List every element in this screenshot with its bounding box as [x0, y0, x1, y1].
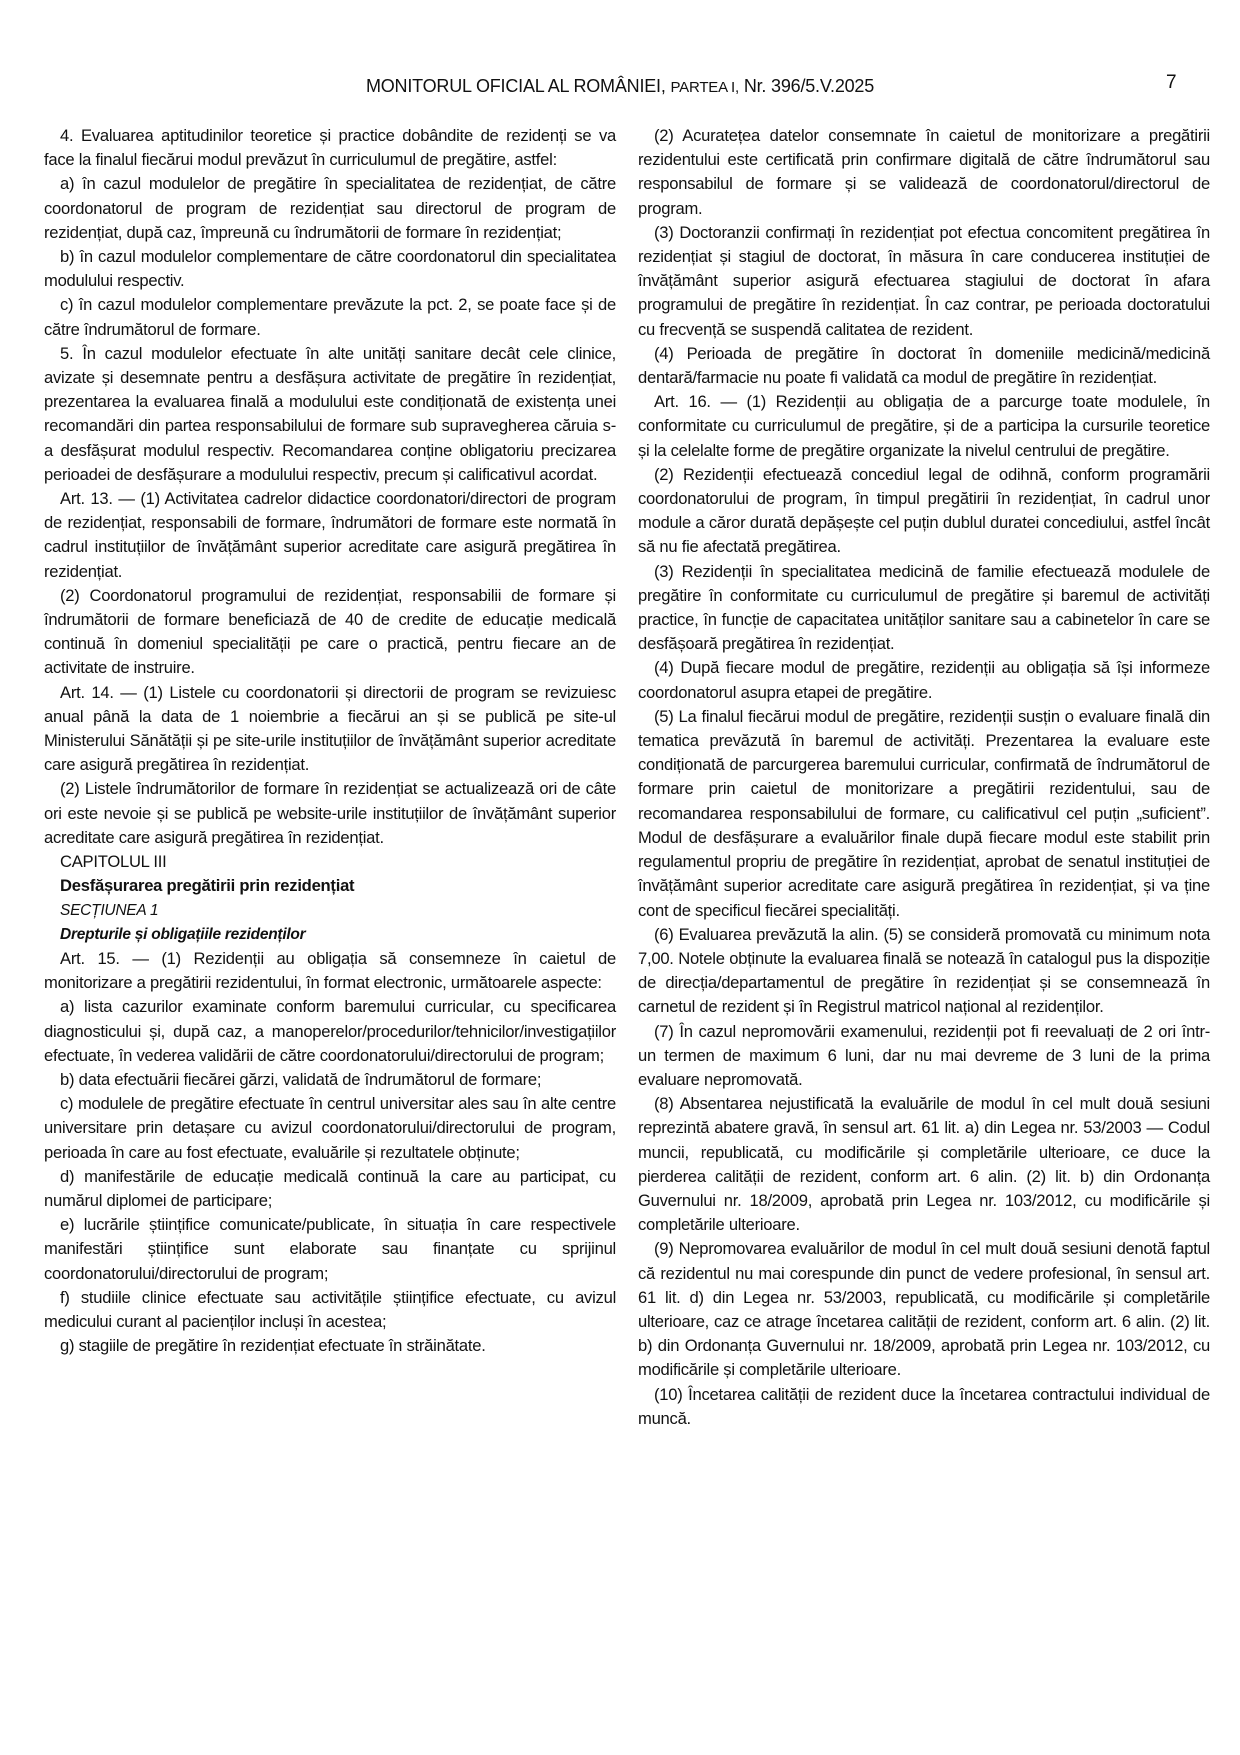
paragraph: f) studiile clinice efectuate sau activitățile științifice efectuate, cu avizul medicului curant al pacienților incluși în acestea;	[44, 1287, 616, 1331]
paragraph: (9) Nepromovarea evaluărilor de modul în cel mult două sesiuni denotă faptul că rezidentul nu mai corespunde din punct de vedere profesional, în sensul art. 61 lit. d) din Legea nr. 53/2003, republicată, cu modificările și completările ulterioare, caz ce atrage încetarea calității de rezident, conform art. 6 alin. (2) lit. b) din Ordonanța Guvernului nr. 18/2009, aprobată prin Legea nr. 103/2012, cu modificările și completările ulterioare.	[638, 1239, 1210, 1380]
paragraph: e) lucrările științifice comunicate/publicate, în situația în care respectivele manifestări științifice sunt elaborate sau finanțate cu sprijinul coordonatorului/directorului de program;	[44, 1215, 616, 1283]
paragraph: g) stagiile de pregătire în rezidențiat efectuate în străinătate.	[60, 1336, 486, 1356]
paragraph: 4. Evaluarea aptitudinilor teoretice și practice dobândite de rezidenți se va face la finalul fiecărui modul prevăzut în curriculumul de pregătire, astfel:	[44, 126, 616, 170]
left-column	[44, 124, 616, 1358]
paragraph: (3) Doctoranzii confirmați în rezidențiat pot efectua concomitent pregătirea în rezidențiat și stagiul de doctorat, în măsura în care conducerea instituției de învățământ superior asigură efectuarea stagiului de doctorat în afara programului de pregătire în rezidențiat. În caz contrar, pe perioada doctoratului cu frecvență se suspendă calitatea de rezident.	[638, 222, 1210, 339]
paragraph: (4) Perioada de pregătire în doctorat în domeniile medicină/medicină dentară/farmacie nu poate fi validată ca modul de pregătire în rezidențiat.	[638, 343, 1210, 388]
paragraph: (5) La finalul fiecărui modul de pregătire, rezidenții susțin o evaluare finală din tematica prevăzută în baremul de activități. Prezentarea la evaluare este condiționată de parcurgerea baremului curricular, confirmată de îndrumătorul de formare prin caietul de monitorizare a pregătirii rezidentului, sau de recomandarea responsabilului de formare, cu calificativul cel puțin „suficient”. Modul de desfășurare a evaluărilor finale după fiecare modul este stabilit prin regulamentul propriu de pregătire în rezidențiat, aprobat de senatul instituției de învățământ superior acreditate care asigură pregătirea în rezidențiat, și va ține cont de specificul fiecărei specialități.	[638, 706, 1210, 920]
paragraph: Art. 13. — (1) Activitatea cadrelor didactice coordonatori/directori de program de rezidențiat, responsabili de formare, îndrumători de formare este normată în cadrul instituțiilor de învățământ superior acreditate care asigură pregătirea în rezidențiat.	[44, 489, 616, 581]
paragraph: d) manifestările de educație medicală continuă la care au participat, cu numărul diplomei de participare;	[44, 1166, 616, 1210]
paragraph: b) în cazul modulelor complementare de către coordonatorul din specialitatea modulului respectiv.	[44, 247, 616, 291]
paragraph: (2) Acuratețea datelor consemnate în caietul de monitorizare a pregătirii rezidentului este certificată prin confirmare digitală de către îndrumătorul sau responsabilul de formare și se validează de coordonatorul/directorul de program.	[638, 126, 1210, 218]
paragraph: c) modulele de pregătire efectuate în centrul universitar ales sau în alte centre universitare prin detașare cu avizul coordonatorului/directorului de program, perioada în care au fost efectuate, evaluările și rezultatele obținute;	[44, 1094, 616, 1162]
paragraph: (4) După fiecare modul de pregătire, rezidenții au obligația să își informeze coordonatorul asupra etapei de pregătire.	[638, 658, 1210, 702]
paragraph: (2) Listele îndrumătorilor de formare în rezidențiat se actualizează ori de câte ori este nevoie și se publică pe website-urile instituțiilor de învățământ superior acreditate care asigură pregătirea în rezidențiat.	[44, 779, 616, 847]
chapter-heading: CAPITOLUL III	[60, 852, 167, 872]
paragraph: (6) Evaluarea prevăzută la alin. (5) se consideră promovată cu minimum nota 7,00. Notele obținute la evaluarea finală se notează în catalogul pus la dispoziție de direcția/departamentul de pregătire în rezidențiat și se consemnează în carnetul de rezident și în Registrul matricol național al rezidenților.	[638, 924, 1210, 1017]
right-column	[638, 124, 1210, 1431]
paragraph: (2) Coordonatorul programului de rezidențiat, responsabilii de formare și îndrumătorii de formare beneficiază de 40 de credite de educație medicală continuă în domeniul specialității pe care o practică, pentru fiecare an de activitate de instruire.	[44, 585, 616, 678]
paragraph: Art. 14. — (1) Listele cu coordonatorii și directorii de program se revizuiesc anual până la data de 1 noiembrie a fiecărui an și se publică pe site-ul Ministerului Sănătății și pe site-urile instituțiilor de învățământ superior acreditate care asigură pregătirea în rezidențiat.	[44, 682, 616, 775]
page-header	[0, 76, 1240, 97]
paragraph: (7) În cazul nepromovării examenului, rezidenții pot fi reevaluați de 2 ori într-un termen de maximum 6 luni, dar nu mai devreme de 3 luni de la prima evaluare nepromovată.	[638, 1021, 1210, 1089]
paragraph: c) în cazul modulelor complementare prevăzute la pct. 2, se poate face și de către îndrumătorul de formare.	[44, 295, 616, 339]
section-title: Drepturile și obligațiile rezidenților	[60, 925, 306, 943]
paragraph: Art. 15. — (1) Rezidenții au obligația să consemneze în caietul de monitorizare a pregătirii rezidentului, în format electronic, următoarele aspecte:	[44, 948, 616, 993]
section-heading: SECȚIUNEA 1	[60, 901, 159, 919]
publication-issue: Nr. 396/5.V.2025	[743, 76, 875, 96]
paragraph: (3) Rezidenții în specialitatea medicină de familie efectuează modulele de pregătire în conformitate cu curriculumul de pregătire și baremul de activități practice, în funcție de capacitatea unităților sanitare sau a cabinetelor în care se desfășoară pregătirea în rezidențiat.	[638, 561, 1210, 654]
publication-title: MONITORUL OFICIAL AL ROMÂNIEI,	[365, 76, 666, 96]
paragraph: 5. În cazul modulelor efectuate în alte unități sanitare decât cele clinice, avizate și desemnate pentru a desfășura activitate de pregătire în rezidențiat, prezentarea la evaluarea finală a modulului este condiționată de existența unei recomandări din partea responsabilului de formare sub supravegherea căruia s-a desfășurat modulul respectiv. Recomandarea conține obligatoriu precizarea perioadei de desfășurare a modulului respectiv, precum și calificativul acordat.	[44, 343, 616, 484]
chapter-title: Desfășurarea pregătirii prin rezidențiat	[60, 876, 355, 896]
paragraph: Art. 16. — (1) Rezidenții au obligația de a parcurge toate modulele, în conformitate cu curriculumul de pregătire, și de a participa la cursurile teoretice și la celelalte forme de pregătire organizate la nivelul centrului de pregătire.	[638, 392, 1210, 460]
paragraph: (2) Rezidenții efectuează concediul legal de odihnă, conform programării coordonatorului de program, în timpul pregătirii în rezidențiat, în cadrul unor module a căror durată depășește cel puțin dublul duratei concediului, astfel încât să nu fie afectată pregătirea.	[638, 464, 1210, 557]
paragraph: a) lista cazurilor examinate conform baremului curricular, cu specificarea diagnosticului și, după caz, a manoperelor/procedurilor/tehnicilor/investigațiilor efectuate, în vederea validării de către coordonatorului/directorului de program;	[44, 997, 616, 1065]
page-number: 7	[1166, 72, 1177, 93]
paragraph: b) data efectuării fiecărei gărzi, validată de îndrumătorul de formare;	[60, 1069, 542, 1089]
left-paragraphs-b	[44, 947, 616, 1358]
paragraph: (8) Absentarea nejustificată la evaluările de modul în cel mult două sesiuni reprezintă abatere gravă, în sensul art. 61 lit. a) din Legea nr. 53/2003 — Codul muncii, republicată, cu modificările și completările ulterioare, ce duce la pierderea calității de rezident, conform art. 6 alin. (2) lit. b) din Ordonanța Guvernului nr. 18/2009, aprobată prin Legea nr. 103/2012, cu modificările și completările ulterioare.	[638, 1094, 1210, 1235]
paragraph: a) în cazul modulelor de pregătire în specialitatea de rezidențiat, de către coordonatorul de program de rezidențiat sau directorul de program de rezidențiat, după caz, împreună cu îndrumătorii de formare în rezidențiat;	[44, 174, 616, 242]
left-paragraphs-a	[44, 124, 616, 850]
paragraph: (10) Încetarea calității de rezident duce la încetarea contractului individual de muncă.	[638, 1384, 1210, 1428]
publication-part: PARTEA I,	[670, 79, 739, 96]
right-paragraphs	[638, 124, 1210, 1431]
